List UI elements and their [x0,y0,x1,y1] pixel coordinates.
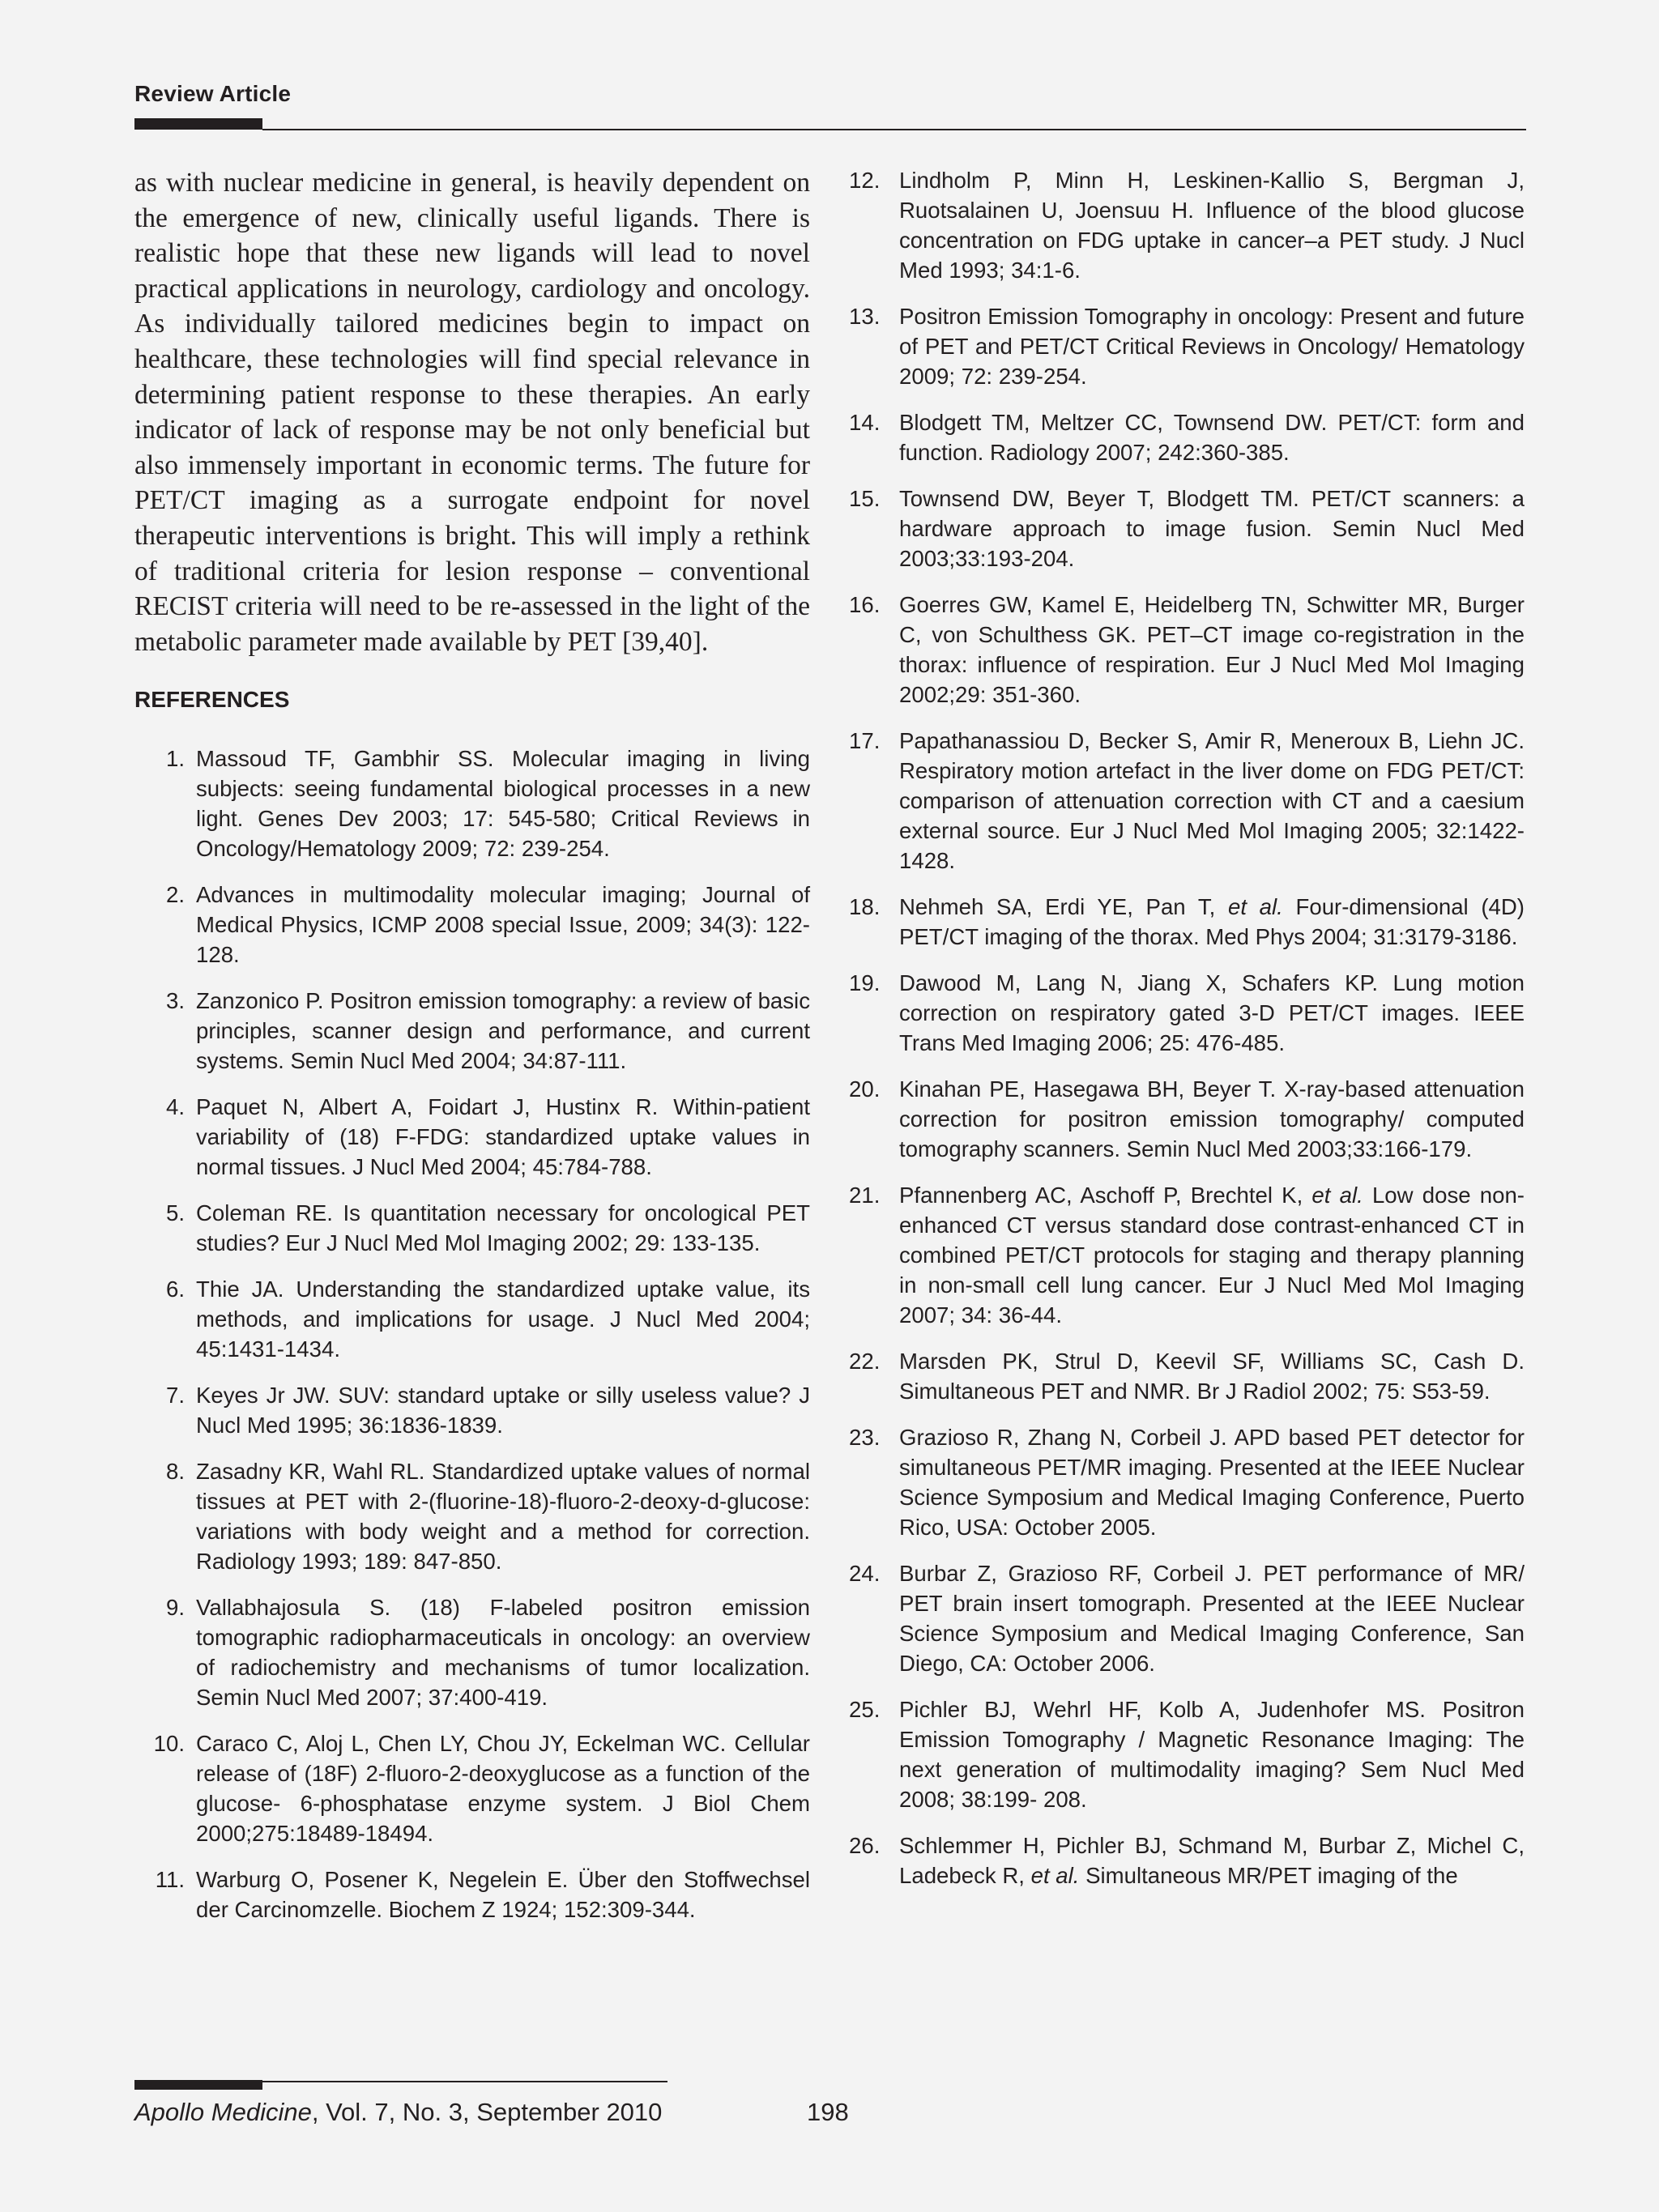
reference-number: 7. [165,1383,185,1409]
reference-number: 4. [165,1094,185,1120]
reference-number: 13. [849,304,881,329]
reference-number: 21. [849,1183,881,1208]
reference-text: Caraco C, Aloj L, Chen LY, Chou JY, Eckelman WC. Cellular release of (18F) 2-fluoro-2-deoxyglucose as a function of the glucose- 6-phosphatase enzyme system. J Biol Chem 2000;275:18489-18494. [196,1731,810,1847]
reference-item [849,1694,1525,1814]
reference-text: Vallabhajosula S. (18) F-labeled positron emission tomographic radiopharmaceuticals in oncology: an overview of radiochemistry and mechanisms of tumor localization. Semin Nucl Med 2007; 37:400-419. [196,1595,810,1711]
reference-number: 2. [165,882,185,908]
reference-text: Positron Emission Tomography in oncology: Present and future of PET and PET/CT Critical Reviews in Oncology/ Hematology 2009; 72: 239-254. [899,304,1525,389]
reference-item [849,1346,1525,1406]
reference-number: 26. [849,1833,881,1858]
reference-et-al: et al. [1227,894,1283,919]
reference-text: Pichler BJ, Wehrl HF, Kolb A, Judenhofer MS. Positron Emission Tomography / Magnetic Resonance Imaging: The next generation of multimodality imaging? Sem Nucl Med 2008; 38:199- 208. [899,1697,1525,1812]
reference-text-title: Four-dimensional (4D) PET/CT imaging of the thorax. Med Phys 2004; 31:3179-3186. [899,894,1525,949]
reference-text: Paquet N, Albert A, Foidart J, Hustinx R. Within-patient variability of (18) F-FDG: standardized uptake values in normal tissues. J Nucl Med 2004; 45:784-788. [196,1094,810,1180]
reference-item [134,880,810,970]
reference-item [849,726,1525,876]
reference-text: Burbar Z, Grazioso RF, Corbeil J. PET performance of MR/ PET brain insert tomograph. Presented at the IEEE Nuclear Science Symposium and Medical Imaging Conference, San Diego, CA: October 2006. [899,1561,1525,1676]
reference-number: 25. [849,1697,881,1722]
page-number: 198 [807,2098,849,2126]
reference-number: 5. [165,1200,185,1226]
reference-text: Kinahan PE, Hasegawa BH, Beyer T. X-ray-based attenuation correction for positron emission tomography/ computed tomography scanners. Semin Nucl Med 2003;33:166-179. [899,1076,1525,1161]
reference-number: 23. [849,1425,881,1450]
reference-number: 24. [849,1561,881,1586]
reference-number: 12. [849,168,881,193]
right-column [849,165,1525,1907]
reference-text-title: Low dose non-enhanced CT versus standard dose contrast-enhanced CT in combined PET/CT protocols for staging and therapy planning in non-small cell lung cancer. Eur J Nucl Med Mol Imaging 2007; 34: 36-44. [899,1183,1525,1328]
reference-text: Papathanassiou D, Becker S, Amir R, Meneroux B, Liehn JC. Respiratory motion artefact in the liver dome on FDG PET/CT: comparison of attenuation correction with CT and a caesium external source. Eur J Nucl Med Mol Imaging 2005; 32:1422-1428. [899,728,1525,873]
reference-text: Goerres GW, Kamel E, Heidelberg TN, Schwitter MR, Burger C, von Schulthess GK. PET–CT image co-registration in the thorax: influence of respiration. Eur J Nucl Med Mol Imaging 2002;29: 351-360. [899,592,1525,707]
reference-text: Townsend DW, Beyer T, Blodgett TM. PET/CT scanners: a hardware approach to image fusion. Semin Nucl Med 2003;33:193-204. [899,486,1525,571]
reference-item [134,1274,810,1364]
reference-text [885,1180,1525,1330]
reference-item [849,1074,1525,1164]
reference-item [849,165,1525,285]
reference-item [849,1180,1525,1330]
reference-item [134,744,810,863]
reference-text: Grazioso R, Zhang N, Corbeil J. APD based PET detector for simultaneous PET/MR imaging. Presented at the IEEE Nuclear Science Symposium and Medical Imaging Conference, Puerto Rico, USA: October 2005. [899,1425,1525,1540]
reference-text: Marsden PK, Strul D, Keevil SF, Williams SC, Cash D. Simultaneous PET and NMR. Br J Radiol 2002; 75: S53-59. [899,1349,1525,1404]
reference-number: 17. [849,728,881,753]
reference-item [849,590,1525,710]
reference-text: Thie JA. Understanding the standardized uptake value, its methods, and implications for usage. J Nucl Med 2004; 45:1431-1434. [196,1276,810,1362]
reference-text: Blodgett TM, Meltzer CC, Townsend DW. PET/CT: form and function. Radiology 2007; 242:360-385. [899,410,1525,465]
reference-item [134,1380,810,1440]
reference-item [134,1728,810,1848]
reference-item [134,1456,810,1576]
reference-item [849,892,1525,952]
reference-number: 16. [849,592,881,617]
reference-text: Lindholm P, Minn H, Leskinen-Kallio S, Bergman J, Ruotsalainen U, Joensuu H. Influence of the blood glucose concentration on FDG uptake in cancer–a PET study. J Nucl Med 1993; 34:1-6. [899,168,1525,283]
reference-number: 19. [849,970,881,995]
reference-text [885,892,1525,952]
reference-item [849,1422,1525,1542]
reference-number: 8. [165,1459,185,1485]
reference-text-authors: Schlemmer H, Pichler BJ, Schmand M, Burbar Z, Michel C, Ladebeck R, [899,1833,1525,1888]
reference-item [849,968,1525,1058]
header-rule [262,129,1526,130]
reference-text: Zasadny KR, Wahl RL. Standardized uptake values of normal tissues at PET with 2-(fluorine-18)-fluoro-2-deoxy-d-glucose: variations with body weight and a method for correction. Radiology 1993; 189: 847-850. [196,1459,810,1575]
reference-text: Zanzonico P. Positron emission tomography: a review of basic principles, scanner design and performance, and current systems. Semin Nucl Med 2004; 34:87-111. [196,988,810,1074]
reference-number: 11. [155,1867,185,1893]
reference-item [849,484,1525,573]
reference-item [849,1558,1525,1678]
reference-text-authors: Nehmeh SA, Erdi YE, Pan T, [899,894,1228,919]
reference-item [134,1092,810,1182]
reference-number: 10. [153,1731,185,1757]
reference-item [134,986,810,1076]
footer-accent-bar [134,2080,262,2090]
reference-et-al: et al. [1311,1183,1363,1208]
reference-number: 22. [849,1349,881,1374]
reference-item [849,407,1525,467]
reference-text-title: Simultaneous MR/PET imaging of the [1079,1863,1458,1888]
references-list-right [849,165,1525,1890]
reference-item [134,1198,810,1258]
reference-text: Dawood M, Lang N, Jiang X, Schafers KP. Lung motion correction on respiratory gated 3-D PET/CT images. IEEE Trans Med Imaging 2006; 25: 476-485. [899,970,1525,1055]
reference-number: 14. [849,410,881,435]
reference-et-al: et al. [1030,1863,1080,1888]
reference-text: Advances in multimodality molecular imaging; Journal of Medical Physics, ICMP 2008 special Issue, 2009; 34(3): 122-128. [196,882,810,968]
reference-text: Massoud TF, Gambhir SS. Molecular imaging in living subjects: seeing fundamental biological processes in a new light. Genes Dev 2003; 17: 545-580; Critical Reviews in Oncology/Hematology 2009; 72: 239-254. [196,746,810,862]
body-paragraph: as with nuclear medicine in general, is heavily dependent on the emergence of new, clinically useful ligands. There is realistic hope that these new ligands will lead to novel practical applications in neurology, cardiology and oncology. As individually tailored medicines begin to impact on healthcare, these technologies will find special relevance in determining patient response to these therapies. An early indicator of lack of response may be not only beneficial but also immensely important in economic terms. The future for PET/CT imaging as a surrogate endpoint for novel therapeutic interventions is bright. This will imply a rethink of traditional criteria for lesion response – conventional RECIST criteria will need to be re-assessed in the light of the metabolic parameter made available by PET [39,40]. [134,168,810,657]
reference-item [134,1592,810,1712]
header-accent-bar [134,118,262,130]
references-list-left [134,744,810,1924]
journal-issue: , Vol. 7, No. 3, September 2010 [311,2098,663,2126]
reference-text: Coleman RE. Is quantitation necessary for oncological PET studies? Eur J Nucl Med Mol Imaging 2002; 29: 133-135. [196,1200,810,1256]
reference-item [849,1831,1525,1890]
reference-number: 3. [165,988,185,1014]
left-column [134,165,810,1941]
reference-number: 18. [849,894,881,919]
reference-number: 15. [849,486,881,511]
reference-text [885,1831,1525,1890]
footer-rule [262,2081,667,2082]
footer-citation [134,2098,662,2127]
reference-number: 20. [849,1076,881,1102]
reference-item [134,1865,810,1924]
reference-number: 1. [165,746,185,772]
reference-number: 6. [165,1276,185,1302]
reference-text-authors: Pfannenberg AC, Aschoff P, Brechtel K, [899,1183,1312,1208]
reference-number: 9. [165,1595,185,1621]
reference-text: Keyes Jr JW. SUV: standard uptake or silly useless value? J Nucl Med 1995; 36:1836-1839. [196,1383,810,1438]
article-type-label: Review Article [134,81,292,106]
journal-name: Apollo Medicine [134,2098,312,2126]
reference-text: Warburg O, Posener K, Negelein E. Über den Stoffwechsel der Carcinomzelle. Biochem Z 1924; 152:309-344. [196,1867,810,1923]
references-heading: REFERENCES [134,687,290,713]
reference-item [849,301,1525,391]
